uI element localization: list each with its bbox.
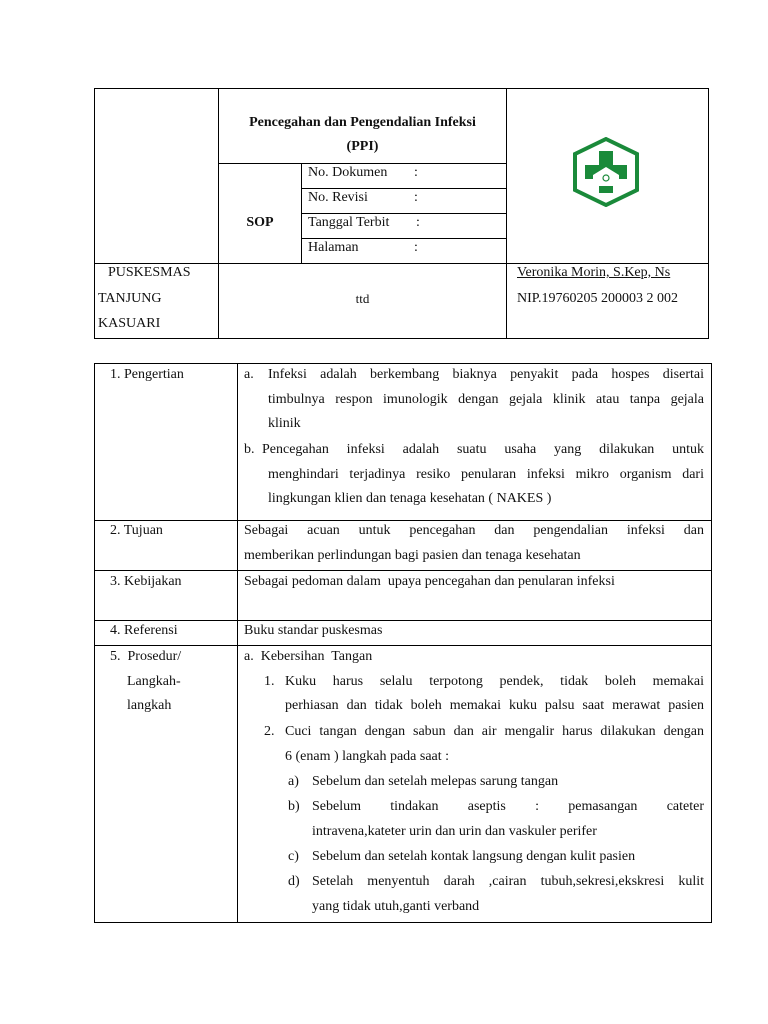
list-marker: c) [288,849,299,864]
doc-title-line2: (PPI) [346,139,379,154]
pengertian-b-line: Pencegahan infeksi adalah suatu usaha yang dilakukan untuk [262,442,704,457]
prosedur-item-line: Cuci tangan dengan sabun dan air mengalir harus dilakukan dengan [285,724,704,739]
prosedur-subitem-line: Setelah menyentuh darah ,cairan tubuh,sekresi,ekskresi kulit [312,874,704,889]
list-marker: 1. [264,674,275,689]
prosedur-subitem-line: Sebelum tindakan aseptis : pemasangan cateter [312,799,704,814]
header-border-bottom [94,338,709,339]
sop-label: SOP [246,215,274,230]
field-separator: : [414,165,418,180]
row-label-referensi: 4. Referensi [110,623,178,638]
row-label-pengertian: 1. Pengertian [110,367,184,382]
prosedur-subitem-line: Sebelum dan setelah melepas sarung tangan [312,774,559,789]
prosedur-item-line: perhiasan dan tidak boleh memakai kuku palsu saat merawat pasien [285,698,704,713]
pengertian-a-line: timbulnya respon imunologik dengan gejala klinik atau tanpa gejala [268,392,704,407]
org-name-line3: KASUARI [98,316,161,331]
header-border-left [94,88,95,339]
signer-name: Veronika Morin, S.Kep, Ns [517,265,671,280]
row-label-tujuan: 2. Tujuan [110,523,163,538]
prosedur-subitem-line: Sebelum dan setelah kontak langsung dengan kulit pasien [312,849,636,864]
content-column-divider [237,363,238,923]
pengertian-b-line: lingkungan klien dan tenaga kesehatan ( NAKES ) [268,491,552,506]
header-border-top [94,88,709,89]
puskesmas-cross-logo-icon [573,137,639,207]
field-no-dokumen-label: No. Dokumen [308,165,388,180]
row-divider [94,645,712,646]
list-marker: d) [288,874,300,889]
field-separator: : [414,240,418,255]
row-divider [94,620,712,621]
pengertian-a-line: klinik [268,416,301,431]
org-name-line2: TANJUNG [98,291,162,306]
kebijakan-text: Sebagai pedoman dalam upaya pencegahan dan penularan infeksi [244,574,615,589]
list-marker: a) [288,774,299,789]
content-border-top [94,363,712,364]
field-separator: : [416,215,420,230]
field-no-revisi-label: No. Revisi [308,190,368,205]
row-label-prosedur: Langkah- [127,674,181,689]
referensi-text: Buku standar puskesmas [244,623,383,638]
row-label-prosedur: 5. Prosedur/ [110,649,182,664]
prosedur-subitem-line: intravena,kateter urin dan urin dan vaskuler perifer [312,824,597,839]
row-label-kebijakan: 3. Kebijakan [110,574,182,589]
list-marker: 2. [264,724,275,739]
signature-ttd: ttd [355,291,370,306]
pengertian-a-line: Infeksi adalah berkembang biaknya penyakit pada hospes disertai [268,367,704,382]
list-marker: b. [244,442,255,457]
prosedur-item-line: Kuku harus selalu terpotong pendek, tidak boleh memakai [285,674,704,689]
list-marker: b) [288,799,300,814]
tujuan-line: Sebagai acuan untuk pencegahan dan pengendalian infeksi dan [244,523,704,538]
field-tanggal-terbit-label: Tanggal Terbit [308,215,390,230]
prosedur-heading: a. Kebersihan Tangan [244,649,373,664]
tujuan-line: memberikan perlindungan bagi pasien dan tenaga kesehatan [244,548,581,563]
field-separator: : [414,190,418,205]
row-label-prosedur: langkah [127,698,172,713]
row-divider [94,570,712,571]
content-border-right [711,363,712,923]
signer-nip: NIP.19760205 200003 2 002 [517,291,679,306]
pengertian-b-line: menghindari terjadinya resiko penularan infeksi mikro organism dari [268,467,704,482]
header-border-right [708,88,709,339]
prosedur-subitem-line: yang tidak utuh,ganti verband [312,899,480,914]
content-border-left [94,363,95,923]
prosedur-item-line: 6 (enam ) langkah pada saat : [285,749,450,764]
doc-title-line1: Pencegahan dan Pengendalian Infeksi [249,115,476,130]
content-border-bottom [94,922,712,923]
row-divider [94,520,712,521]
org-name-line1: PUSKESMAS [108,265,191,280]
list-marker: a. [244,367,254,382]
field-halaman-label: Halaman [308,240,359,255]
